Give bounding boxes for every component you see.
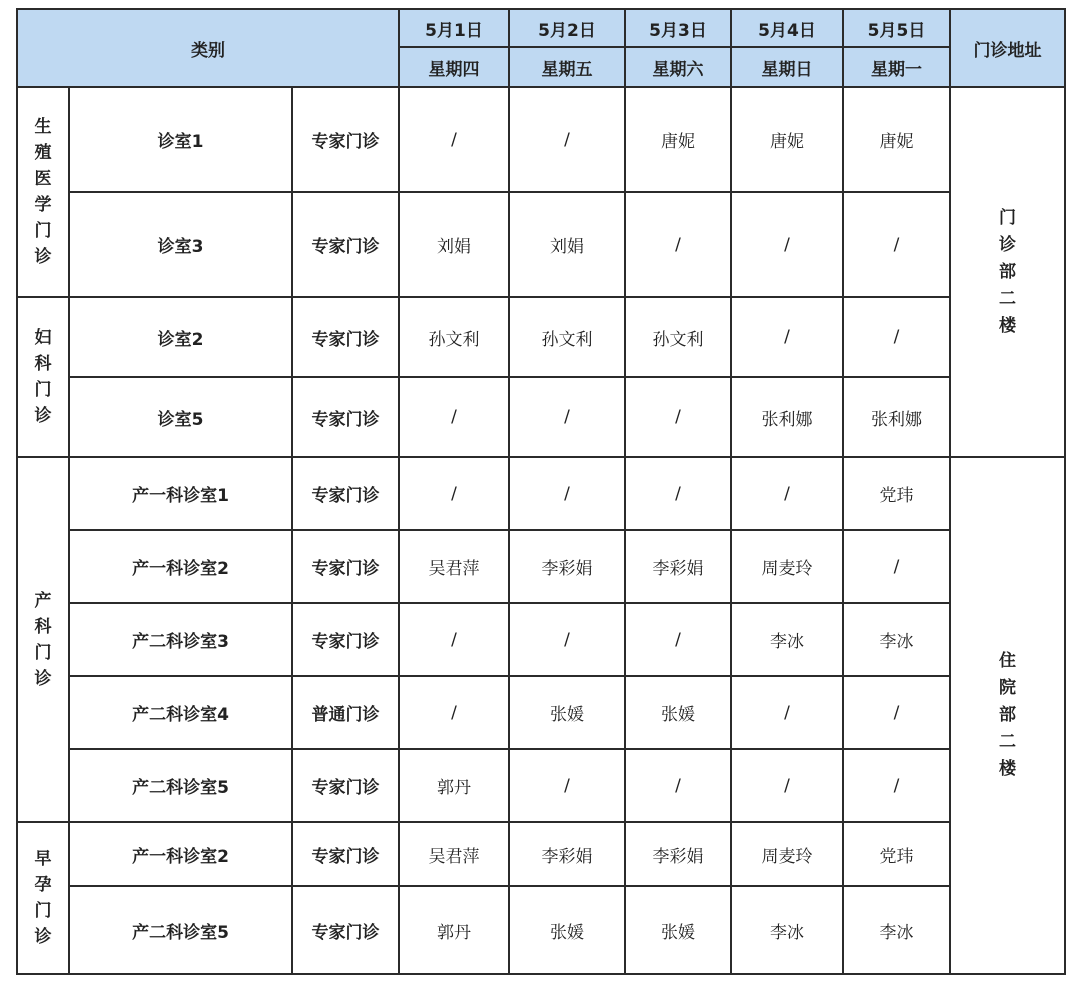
doctor-cell: / bbox=[731, 749, 843, 822]
doctor-cell: / bbox=[625, 603, 731, 676]
doctor-cell: 李冰 bbox=[731, 603, 843, 676]
doctor-cell: / bbox=[399, 377, 509, 457]
doctor-cell: / bbox=[843, 297, 950, 377]
clinic-type: 专家门诊 bbox=[292, 192, 399, 297]
date-header: 5月1日 bbox=[399, 9, 509, 47]
doctor-cell: / bbox=[843, 676, 950, 749]
clinic-type: 专家门诊 bbox=[292, 749, 399, 822]
address-header: 门诊地址 bbox=[950, 9, 1065, 87]
doctor-cell: 李彩娟 bbox=[625, 530, 731, 603]
date-header: 5月5日 bbox=[843, 9, 950, 47]
weekday-header: 星期一 bbox=[843, 47, 950, 87]
room-name: 产二科诊室5 bbox=[69, 749, 292, 822]
doctor-cell: / bbox=[731, 192, 843, 297]
table-row bbox=[17, 603, 1065, 676]
table-row bbox=[17, 192, 1065, 297]
doctor-cell: / bbox=[509, 377, 625, 457]
doctor-cell: / bbox=[509, 87, 625, 192]
doctor-cell: 唐妮 bbox=[843, 87, 950, 192]
doctor-cell: / bbox=[731, 297, 843, 377]
department-reproductive-medicine: 生 殖 医 学 门 诊 bbox=[17, 87, 69, 297]
doctor-cell: 吴君萍 bbox=[399, 530, 509, 603]
doctor-cell: 唐妮 bbox=[731, 87, 843, 192]
doctor-cell: 张媛 bbox=[509, 676, 625, 749]
table-row bbox=[17, 297, 1065, 377]
doctor-cell: / bbox=[625, 377, 731, 457]
clinic-type: 专家门诊 bbox=[292, 87, 399, 192]
doctor-cell: 孙文利 bbox=[625, 297, 731, 377]
weekday-header: 星期四 bbox=[399, 47, 509, 87]
room-name: 产一科诊室2 bbox=[69, 530, 292, 603]
doctor-cell: / bbox=[843, 530, 950, 603]
room-name: 产一科诊室2 bbox=[69, 822, 292, 886]
room-name: 产二科诊室3 bbox=[69, 603, 292, 676]
room-name: 产一科诊室1 bbox=[69, 457, 292, 530]
doctor-cell: 李彩娟 bbox=[509, 530, 625, 603]
clinic-type: 专家门诊 bbox=[292, 457, 399, 530]
doctor-cell: 张媛 bbox=[509, 886, 625, 974]
doctor-cell: 郭丹 bbox=[399, 886, 509, 974]
weekday-header: 星期日 bbox=[731, 47, 843, 87]
date-header: 5月3日 bbox=[625, 9, 731, 47]
doctor-cell: / bbox=[731, 457, 843, 530]
doctor-cell: 李冰 bbox=[843, 603, 950, 676]
doctor-cell: 吴君萍 bbox=[399, 822, 509, 886]
doctor-cell: 刘娟 bbox=[399, 192, 509, 297]
date-header: 5月2日 bbox=[509, 9, 625, 47]
table-row bbox=[17, 822, 1065, 886]
table-row bbox=[17, 377, 1065, 457]
room-name: 产二科诊室5 bbox=[69, 886, 292, 974]
table-row bbox=[17, 87, 1065, 192]
doctor-cell: / bbox=[625, 192, 731, 297]
clinic-type: 专家门诊 bbox=[292, 886, 399, 974]
doctor-cell: / bbox=[399, 676, 509, 749]
doctor-cell: / bbox=[509, 603, 625, 676]
category-header: 类别 bbox=[17, 9, 399, 87]
room-name: 诊室5 bbox=[69, 377, 292, 457]
clinic-type: 专家门诊 bbox=[292, 377, 399, 457]
doctor-cell: 唐妮 bbox=[625, 87, 731, 192]
doctor-cell: 张利娜 bbox=[843, 377, 950, 457]
doctor-cell: / bbox=[625, 749, 731, 822]
doctor-cell: / bbox=[625, 457, 731, 530]
table-row bbox=[17, 749, 1065, 822]
header-row-dates bbox=[17, 9, 1065, 47]
doctor-cell: / bbox=[843, 749, 950, 822]
doctor-cell: 党玮 bbox=[843, 822, 950, 886]
address-inpatient-2f: 住 院 部 二 楼 bbox=[950, 457, 1065, 974]
department-early-pregnancy: 早 孕 门 诊 bbox=[17, 822, 69, 974]
doctor-cell: 孙文利 bbox=[399, 297, 509, 377]
schedule-table bbox=[16, 8, 1066, 975]
table-row bbox=[17, 530, 1065, 603]
doctor-cell: 张媛 bbox=[625, 886, 731, 974]
clinic-type: 专家门诊 bbox=[292, 603, 399, 676]
room-name: 产二科诊室4 bbox=[69, 676, 292, 749]
clinic-type: 专家门诊 bbox=[292, 822, 399, 886]
table-row bbox=[17, 676, 1065, 749]
department-obstetrics: 产 科 门 诊 bbox=[17, 457, 69, 822]
doctor-cell: 党玮 bbox=[843, 457, 950, 530]
doctor-cell: 刘娟 bbox=[509, 192, 625, 297]
department-gynecology: 妇 科 门 诊 bbox=[17, 297, 69, 457]
room-name: 诊室3 bbox=[69, 192, 292, 297]
doctor-cell: 郭丹 bbox=[399, 749, 509, 822]
doctor-cell: 孙文利 bbox=[509, 297, 625, 377]
doctor-cell: 李冰 bbox=[731, 886, 843, 974]
date-header: 5月4日 bbox=[731, 9, 843, 47]
doctor-cell: / bbox=[399, 457, 509, 530]
table-row bbox=[17, 886, 1065, 974]
weekday-header: 星期六 bbox=[625, 47, 731, 87]
doctor-cell: 李冰 bbox=[843, 886, 950, 974]
doctor-cell: / bbox=[843, 192, 950, 297]
doctor-cell: 周麦玲 bbox=[731, 530, 843, 603]
doctor-cell: / bbox=[509, 749, 625, 822]
doctor-cell: / bbox=[399, 87, 509, 192]
table-row bbox=[17, 457, 1065, 530]
weekday-header: 星期五 bbox=[509, 47, 625, 87]
doctor-cell: 张媛 bbox=[625, 676, 731, 749]
room-name: 诊室2 bbox=[69, 297, 292, 377]
clinic-type: 专家门诊 bbox=[292, 297, 399, 377]
doctor-cell: / bbox=[399, 603, 509, 676]
doctor-cell: / bbox=[509, 457, 625, 530]
doctor-cell: / bbox=[731, 676, 843, 749]
room-name: 诊室1 bbox=[69, 87, 292, 192]
clinic-type: 专家门诊 bbox=[292, 530, 399, 603]
doctor-cell: 李彩娟 bbox=[625, 822, 731, 886]
doctor-cell: 张利娜 bbox=[731, 377, 843, 457]
doctor-cell: 周麦玲 bbox=[731, 822, 843, 886]
doctor-cell: 李彩娟 bbox=[509, 822, 625, 886]
clinic-type: 普通门诊 bbox=[292, 676, 399, 749]
address-outpatient-2f: 门 诊 部 二 楼 bbox=[950, 87, 1065, 457]
